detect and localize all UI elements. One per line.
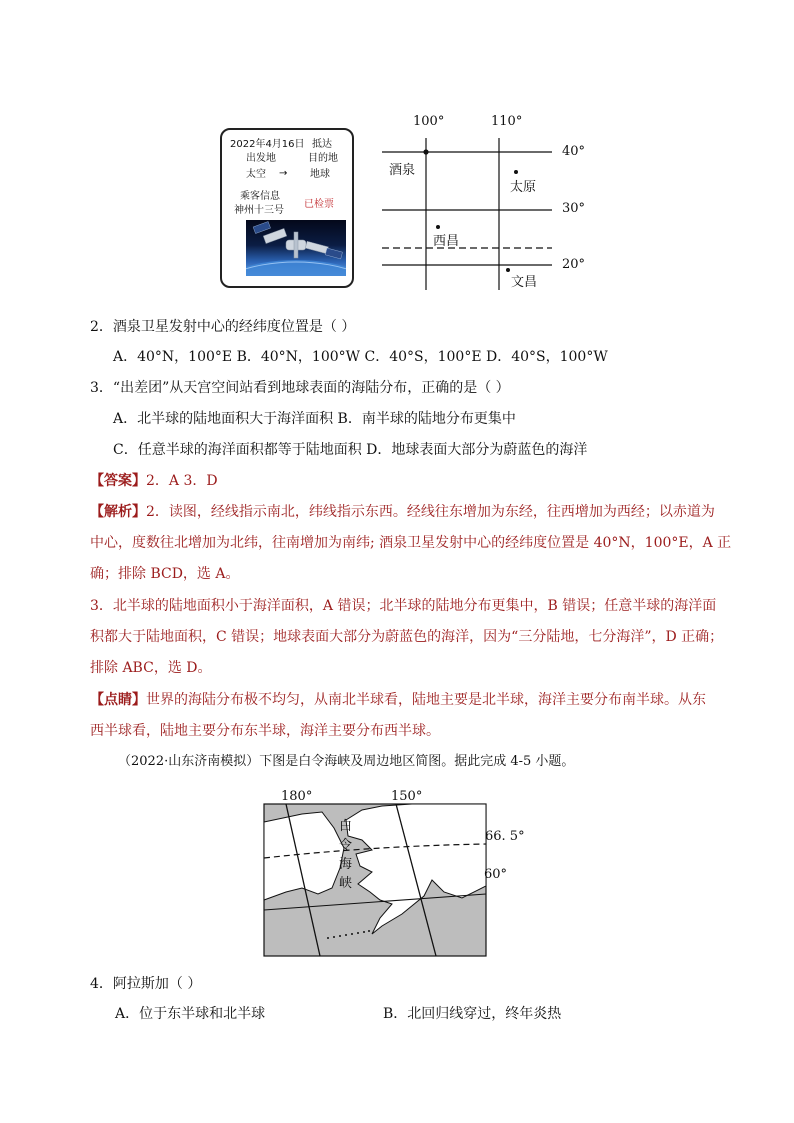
tip-text-1: 世界的海陆分布极不均匀，从南北半球看，陆地主要是北半球，海洋主要分布南半球。从东 [146, 692, 706, 708]
q2-stem: 2．酒泉卫星发射中心的经纬度位置是（ ） [90, 319, 356, 335]
ticket-arrive: 抵达 [312, 139, 332, 150]
analysis-line-4: 3．北半球的陆地面积小于海洋面积，A 错误；北半球的陆地分布更集中，B 错误；任意半球的海洋面 [90, 598, 717, 614]
bering-lat-66-5: 66. 5° [485, 829, 525, 844]
bering-lon-180: 180° [281, 789, 313, 804]
tip-tag: 【点睛】 [90, 692, 146, 708]
bering-lon-150: 150° [391, 789, 423, 804]
bering-lat-60: 60° [484, 867, 508, 882]
analysis-line-1 [90, 502, 715, 522]
tip-line-2: 西半球看，陆地主要分布东半球，海洋主要分布西半球。 [90, 723, 440, 739]
taiyuan-dot [514, 170, 518, 174]
lat-label-30: 30° [562, 201, 586, 216]
answer-tag: 【答案】 [90, 473, 146, 489]
lat-label-20: 20° [562, 257, 586, 272]
ticket-checked: 已检票 [304, 199, 334, 210]
ticket-name: 神州十三号 [234, 205, 284, 216]
q3-options-ab: A．北半球的陆地面积大于海洋面积 B．南半球的陆地分布更集中 [113, 411, 516, 427]
lon-label-100: 100° [413, 114, 445, 129]
arrow-icon: → [279, 168, 288, 179]
q4-option-a: A．位于东半球和北半球 [115, 1006, 266, 1022]
ticket-date: 2022年4月16日 [230, 139, 305, 150]
jiuquan-dot [423, 149, 428, 154]
q3-options-cd: C．任意半球的海洋面积都等于陆地面积 D．地球表面大部分为蔚蓝色的海洋 [113, 442, 588, 458]
city-taiyuan: 太原 [510, 180, 537, 195]
wenchang-dot [506, 268, 510, 272]
lon-label-110: 110° [491, 114, 523, 129]
analysis-line-2: 中心，度数往北增加为北纬，往南增加为南纬; 酒泉卫星发射中心的经纬度位置是 40°N，100°E，A 正 [90, 535, 732, 551]
analysis-line-3: 确；排除 BCD，选 A。 [90, 566, 240, 582]
q2-options: A．40°N，100°E B．40°N，100°W C．40°S，100°E D．40°S，100°W [113, 349, 608, 365]
space-station-photo [246, 220, 346, 276]
answer-block [90, 471, 218, 491]
q4-option-b: B．北回归线穿过，终年炎热 [383, 1006, 562, 1022]
bering-strait-map [262, 784, 552, 959]
analysis-text-1: 2．读图，经线指示南北，纬线指示东西。经线往东增加为东经，往西增加为西经；以赤道为 [146, 504, 715, 520]
strait-char-3: 海 [339, 857, 353, 872]
strait-char-2: 令 [339, 838, 353, 853]
answer-text: 2．A 3．D [146, 473, 218, 489]
city-wenchang: 文昌 [511, 275, 538, 290]
strait-char-1: 白 [339, 819, 353, 834]
lat-label-40: 40° [562, 144, 586, 159]
ticket-passenger-label: 乘客信息 [240, 191, 280, 202]
tip-line-1 [90, 690, 706, 710]
ticket-card [220, 128, 354, 288]
ticket-from: 太空 [246, 169, 266, 180]
q4-stem: 4．阿拉斯加（ ） [90, 976, 202, 992]
city-jiuquan: 酒泉 [389, 163, 416, 178]
ticket-to: 地球 [310, 169, 330, 180]
ticket-dest-label: 目的地 [308, 153, 338, 164]
analysis-line-5: 积都大于陆地面积，C 错误；地球表面大部分为蔚蓝色的海洋，因为“三分陆地，七分海洋”，D 正确； [90, 629, 724, 645]
strait-char-4: 峡 [339, 876, 353, 891]
q3-stem: 3．“出差团”从天宫空间站看到地球表面的海陆分布，正确的是（ ） [90, 380, 510, 396]
city-xichang: 西昌 [433, 234, 460, 249]
ticket-depart-label: 出发地 [246, 153, 276, 164]
intro-text: （2022·山东济南模拟）下图是白令海峡及周边地区简图。据此完成 4-5 小题。 [118, 754, 575, 769]
xichang-dot [436, 225, 440, 229]
analysis-tag: 【解析】 [90, 504, 146, 520]
analysis-line-6: 排除 ABC，选 D。 [90, 660, 212, 676]
